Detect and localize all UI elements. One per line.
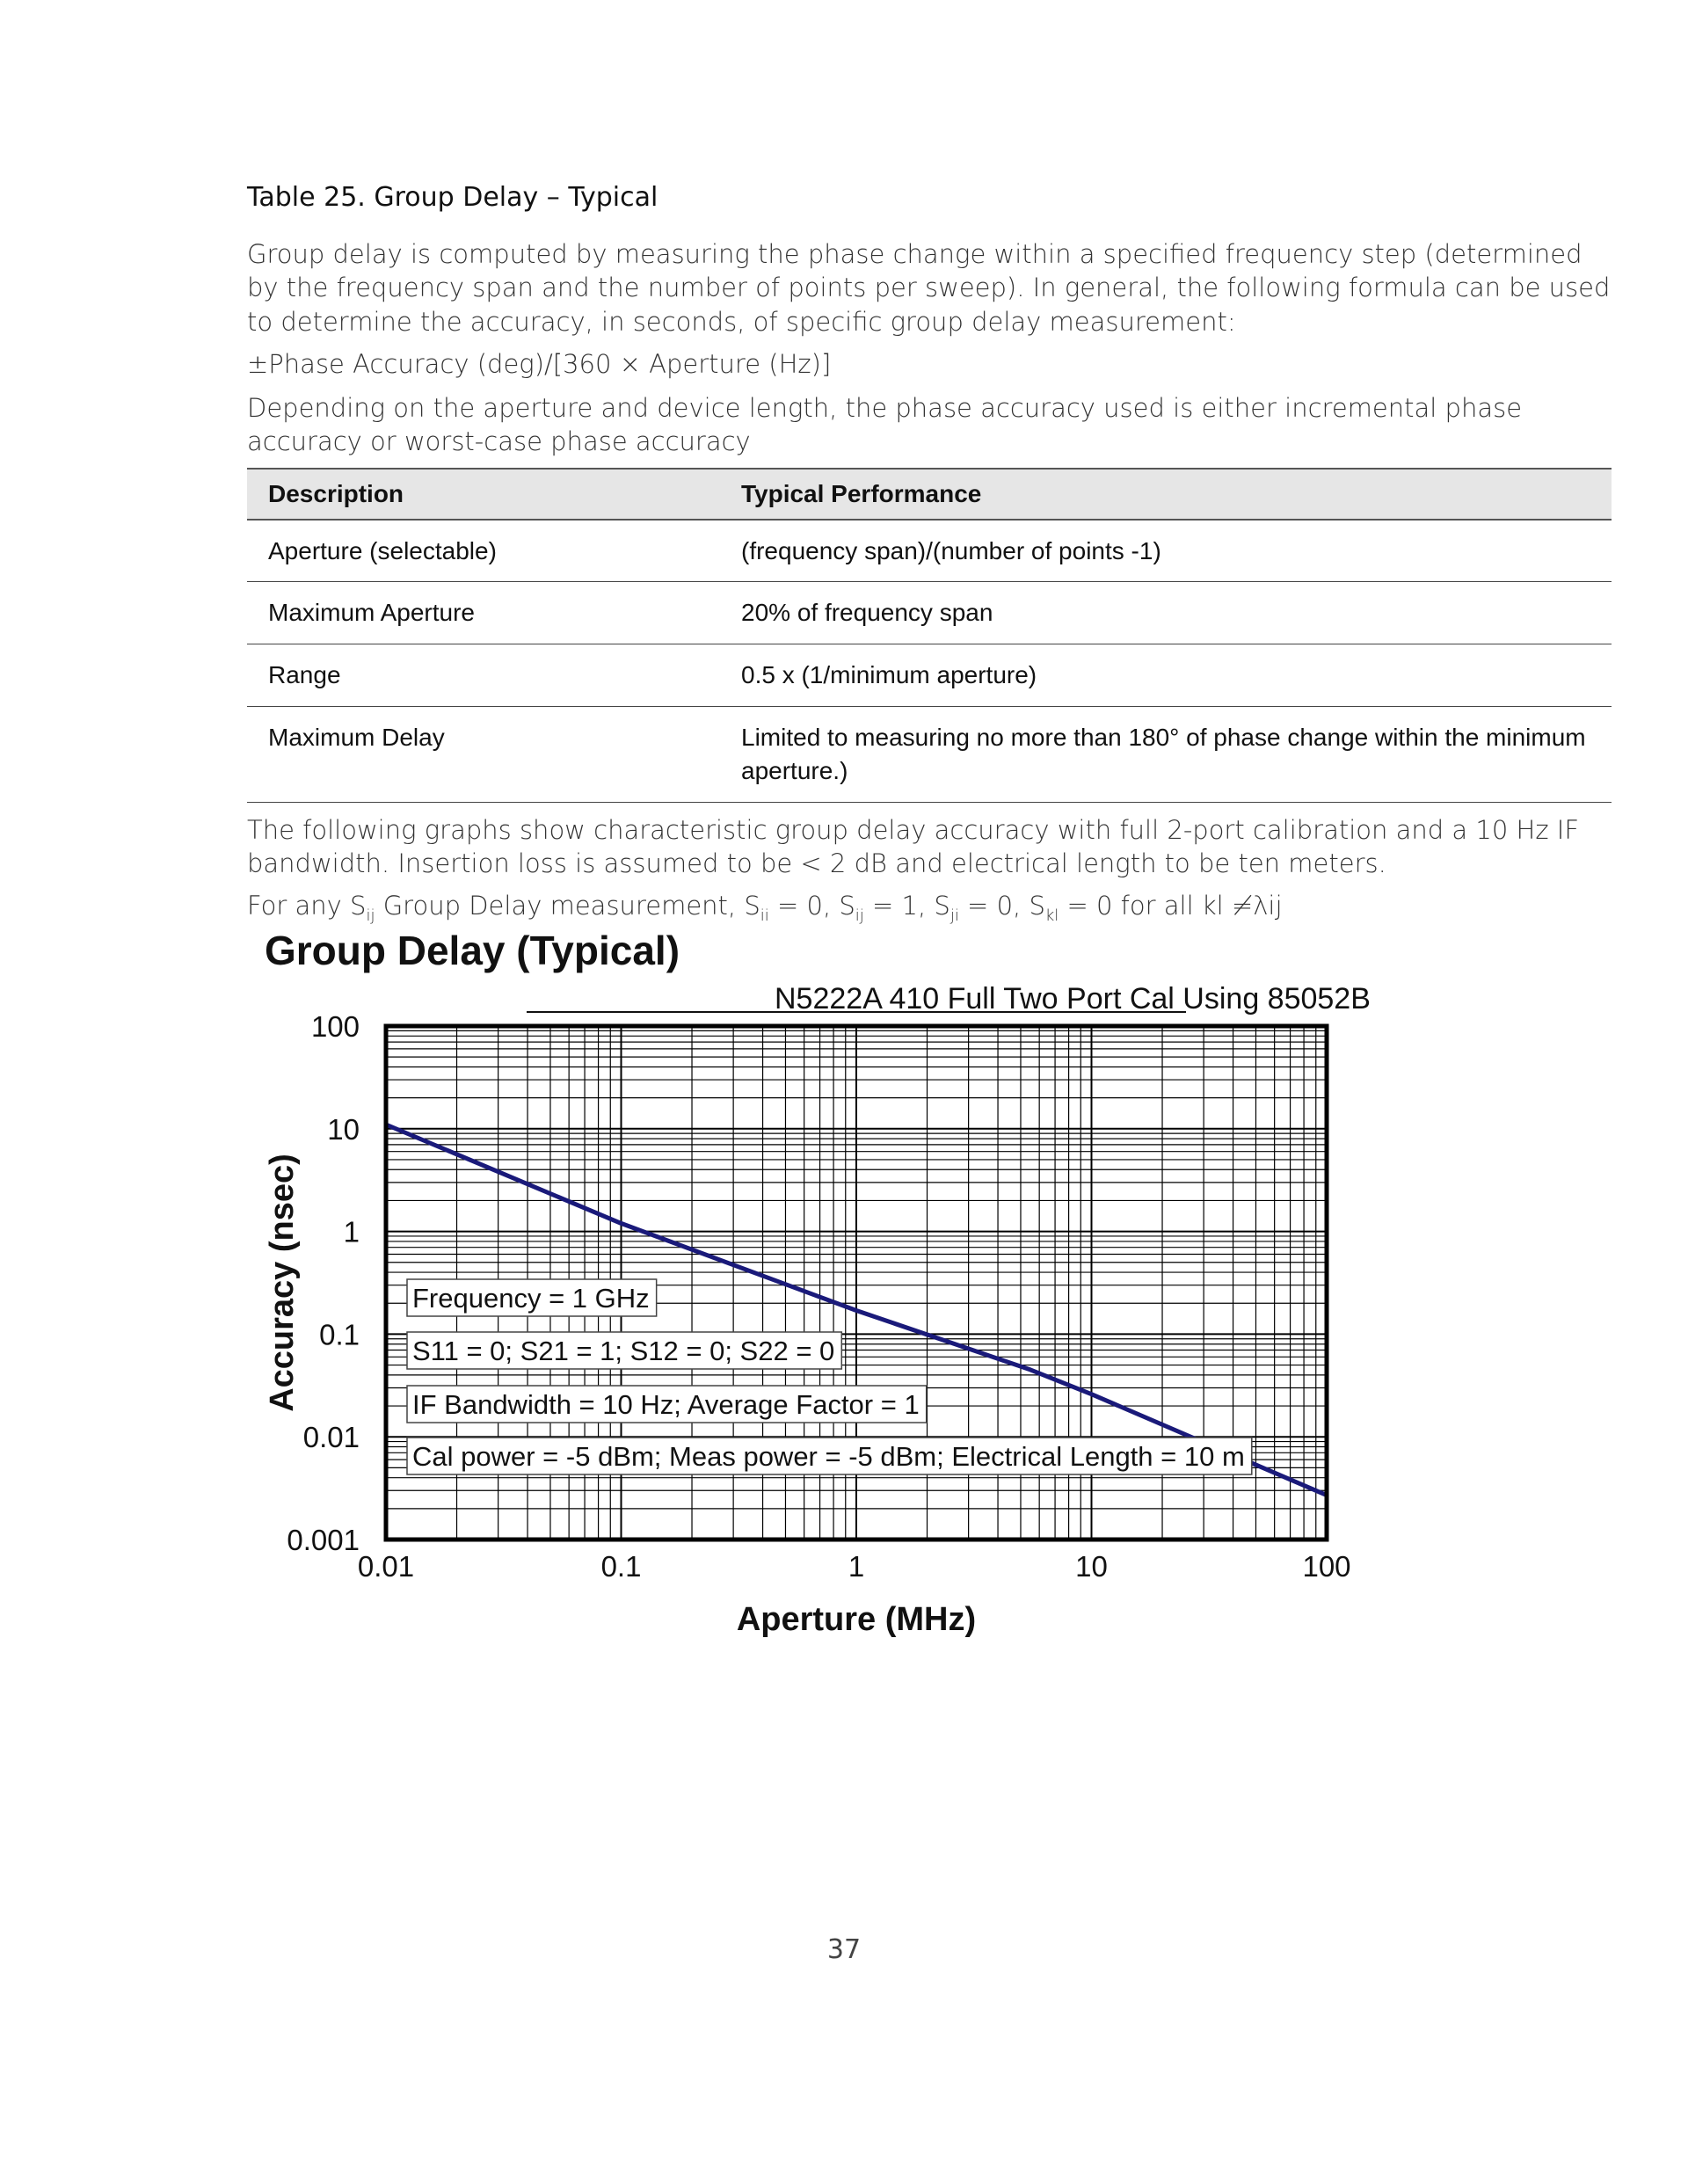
x-axis-label: Aperture (MHz) bbox=[736, 1601, 977, 1638]
annotation-text: Cal power = -5 dBm; Meas power = -5 dBm; Electrical Length = 10 m bbox=[412, 1441, 1245, 1472]
x-tick-label: 0.01 bbox=[357, 1550, 415, 1583]
graphs-note-paragraph: The following graphs show characteristic group delay accuracy with full 2-port calibration and a 10 Hz IF bandwidth. Insertion loss is assumed to be < 2 dB and electrical length to be ten meters. bbox=[247, 814, 1580, 878]
y-tick-label: 100 bbox=[310, 1010, 360, 1043]
annotation-text: Frequency = 1 GHz bbox=[412, 1283, 650, 1314]
table-row bbox=[247, 706, 1612, 802]
chart-svg bbox=[247, 928, 1390, 1666]
row-description: Maximum Aperture bbox=[247, 582, 720, 644]
annotation-box bbox=[407, 1332, 841, 1369]
x-tick-label: 1 bbox=[848, 1550, 865, 1583]
row-performance: 0.5 x (1/minimum aperture) bbox=[720, 644, 1612, 707]
table-row bbox=[247, 520, 1612, 582]
annotation-text: IF Bandwidth = 10 Hz; Average Factor = 1 bbox=[412, 1389, 920, 1420]
table-row bbox=[247, 582, 1612, 644]
annotation-box bbox=[407, 1279, 657, 1316]
y-axis-label: Accuracy (nsec) bbox=[264, 1154, 301, 1412]
formula-line: ±Phase Accuracy (deg)/[360 × Aperture (Hz)] bbox=[247, 348, 832, 379]
y-tick-label: 0.01 bbox=[302, 1421, 360, 1454]
table-caption: Table 25. Group Delay – Typical bbox=[247, 182, 658, 213]
row-description: Maximum Delay bbox=[247, 706, 720, 802]
annotation-box bbox=[407, 1386, 927, 1423]
row-performance: (frequency span)/(number of points -1) bbox=[720, 520, 1612, 582]
table-header-row bbox=[247, 469, 1612, 520]
row-performance: Limited to measuring no more than 180° of phase change within the minimum aperture.) bbox=[720, 706, 1612, 802]
row-description: Range bbox=[247, 644, 720, 707]
group-delay-table bbox=[247, 468, 1612, 803]
s-parameter-condition: For any $S_{ij}$ Group Delay measurement, $S_{ii} = 0$, $S_{ij} = 1$, $S_{ji} = 0$, $S_{kl} = 0$ for all kl ≠λij bbox=[247, 891, 1283, 925]
x-tick-label: 10 bbox=[1075, 1550, 1108, 1583]
annotation-box bbox=[407, 1438, 1252, 1474]
chart-annotations bbox=[407, 1279, 1252, 1474]
x-tick-label: 100 bbox=[1302, 1550, 1351, 1583]
page-number: 37 bbox=[826, 1934, 862, 1965]
x-tick-label: 0.1 bbox=[600, 1550, 642, 1583]
chart-heading: Group Delay (Typical) bbox=[265, 928, 680, 973]
page-content bbox=[247, 180, 1614, 935]
y-tick-label: 0.1 bbox=[319, 1318, 360, 1351]
y-tick-label: 10 bbox=[327, 1112, 360, 1146]
row-performance: 20% of frequency span bbox=[720, 582, 1612, 644]
annotation-text: S11 = 0; S21 = 1; S12 = 0; S22 = 0 bbox=[412, 1336, 835, 1366]
intro-paragraph: Group delay is computed by measuring the phase change within a specified frequency step (determined by the frequency span and the number of points per sweep). In general, the following formula can be used to determine the accuracy, in seconds, of specific group delay measurement: bbox=[247, 239, 1611, 337]
phase-accuracy-paragraph: Depending on the aperture and device length, the phase accuracy used is either incremental phase accuracy or worst-case phase accuracy bbox=[247, 393, 1523, 457]
chart-subtitle: N5222A 410 Full Two Port Cal Using 85052B bbox=[775, 982, 1371, 1016]
y-tick-label: 1 bbox=[343, 1215, 360, 1249]
y-tick-label: 0.001 bbox=[287, 1524, 360, 1556]
column-header-typical-performance: Typical Performance bbox=[720, 469, 1612, 520]
row-description: Aperture (selectable) bbox=[247, 520, 720, 582]
column-header-description: Description bbox=[247, 469, 720, 520]
group-delay-chart bbox=[247, 928, 1390, 1666]
table-row bbox=[247, 644, 1612, 707]
